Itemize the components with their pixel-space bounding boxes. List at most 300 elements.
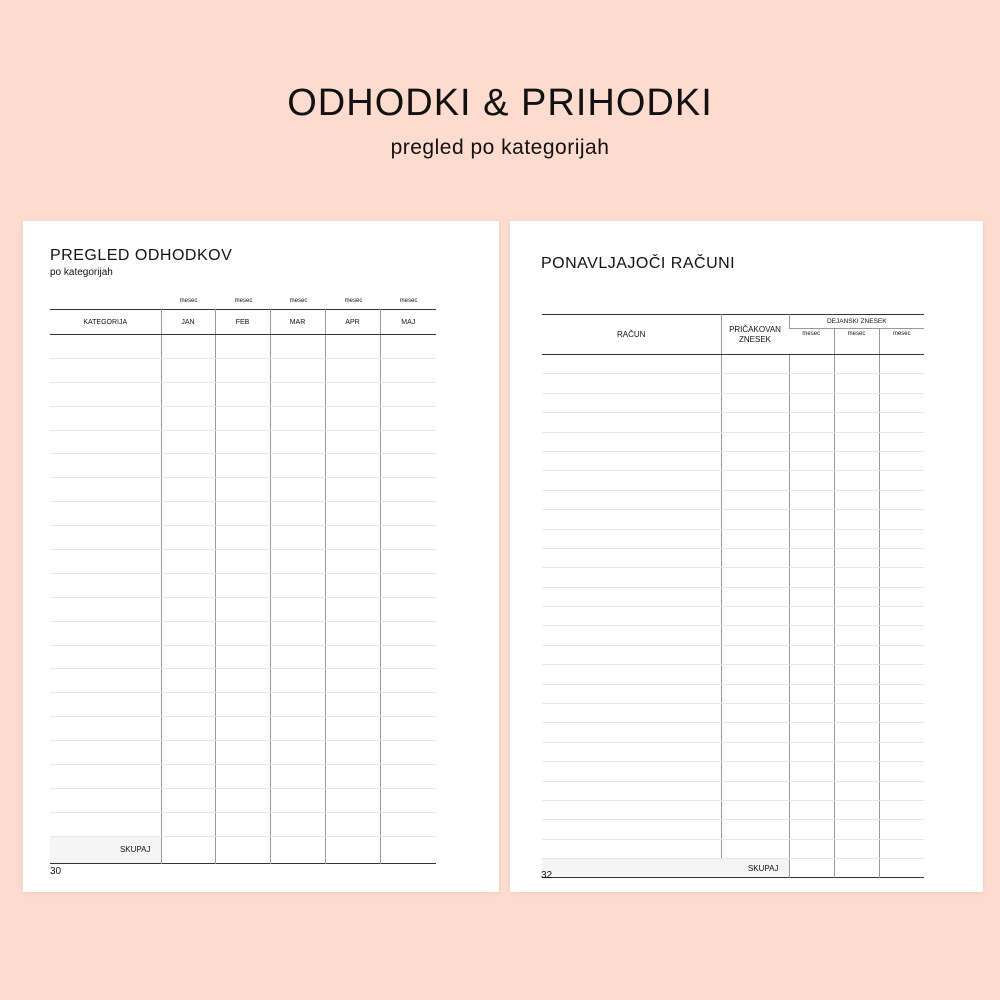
table-cell[interactable] xyxy=(215,741,270,765)
table-cell[interactable] xyxy=(161,693,215,717)
table-cell[interactable] xyxy=(542,762,721,781)
table-cell[interactable] xyxy=(270,526,325,550)
expense-overview-page xyxy=(23,221,499,892)
table-cell[interactable] xyxy=(161,621,215,645)
table-cell[interactable] xyxy=(721,568,789,587)
table-cell[interactable] xyxy=(834,413,879,432)
table-cell[interactable] xyxy=(270,335,325,359)
table-cell[interactable] xyxy=(721,839,789,858)
table-cell[interactable] xyxy=(834,684,879,703)
table-cell[interactable] xyxy=(789,587,834,606)
table-cell[interactable] xyxy=(161,765,215,789)
page-number: 32 xyxy=(541,870,553,881)
table-cell[interactable] xyxy=(325,693,380,717)
table-cell[interactable] xyxy=(721,742,789,761)
table-cell[interactable] xyxy=(215,502,270,526)
table-cell[interactable] xyxy=(834,839,879,858)
table-cell[interactable] xyxy=(721,723,789,742)
table-cell[interactable] xyxy=(789,529,834,548)
table-cell[interactable] xyxy=(270,597,325,621)
table-row xyxy=(542,665,924,684)
table-cell[interactable] xyxy=(879,607,924,626)
table-cell[interactable] xyxy=(325,573,380,597)
table-cell[interactable] xyxy=(270,693,325,717)
table-cell[interactable] xyxy=(721,607,789,626)
table-cell[interactable] xyxy=(161,645,215,669)
table-cell[interactable] xyxy=(50,765,161,789)
table-cell[interactable] xyxy=(50,788,161,812)
table-cell[interactable] xyxy=(834,704,879,723)
table-cell[interactable] xyxy=(834,510,879,529)
table-cell[interactable] xyxy=(161,358,215,382)
table-cell[interactable] xyxy=(50,693,161,717)
table-cell[interactable] xyxy=(721,374,789,393)
table-cell[interactable] xyxy=(380,526,436,550)
table-cell[interactable] xyxy=(161,717,215,741)
table-cell[interactable] xyxy=(789,548,834,567)
table-cell[interactable] xyxy=(161,502,215,526)
table-row xyxy=(50,430,436,454)
table-cell[interactable] xyxy=(834,432,879,451)
table-cell[interactable] xyxy=(879,781,924,800)
table-cell[interactable] xyxy=(721,684,789,703)
table-cell[interactable] xyxy=(721,432,789,451)
table-cell[interactable] xyxy=(380,621,436,645)
table-cell[interactable] xyxy=(325,382,380,406)
total-cell[interactable] xyxy=(879,859,924,878)
total-cell[interactable] xyxy=(834,859,879,878)
table-cell[interactable] xyxy=(721,626,789,645)
table-row xyxy=(542,432,924,451)
table-cell[interactable] xyxy=(325,669,380,693)
table-cell[interactable] xyxy=(542,587,721,606)
table-cell[interactable] xyxy=(161,382,215,406)
table-cell[interactable] xyxy=(542,723,721,742)
table-cell[interactable] xyxy=(721,587,789,606)
table-cell[interactable] xyxy=(215,573,270,597)
table-cell[interactable] xyxy=(834,665,879,684)
table-cell[interactable] xyxy=(834,781,879,800)
page-title: PREGLED ODHODKOV xyxy=(50,247,233,264)
table-cell[interactable] xyxy=(834,607,879,626)
table-cell[interactable] xyxy=(325,358,380,382)
table-cell[interactable] xyxy=(542,548,721,567)
table-row xyxy=(50,526,436,550)
table-cell[interactable] xyxy=(834,374,879,393)
table-cell[interactable] xyxy=(270,669,325,693)
table-cell[interactable] xyxy=(879,645,924,664)
table-cell[interactable] xyxy=(721,781,789,800)
table-cell[interactable] xyxy=(834,529,879,548)
table-cell[interactable] xyxy=(325,597,380,621)
table-cell[interactable] xyxy=(721,529,789,548)
table-cell[interactable] xyxy=(834,742,879,761)
table-row xyxy=(542,568,924,587)
table-cell[interactable] xyxy=(834,355,879,374)
table-cell[interactable] xyxy=(380,788,436,812)
table-cell[interactable] xyxy=(879,529,924,548)
table-cell[interactable] xyxy=(789,704,834,723)
table-cell[interactable] xyxy=(325,406,380,430)
table-cell[interactable] xyxy=(834,587,879,606)
total-cell[interactable] xyxy=(380,836,436,863)
table-cell[interactable] xyxy=(789,510,834,529)
table-cell[interactable] xyxy=(270,717,325,741)
table-cell[interactable] xyxy=(161,597,215,621)
table-cell[interactable] xyxy=(380,430,436,454)
table-cell[interactable] xyxy=(325,645,380,669)
table-cell[interactable] xyxy=(215,478,270,502)
table-cell[interactable] xyxy=(270,812,325,836)
table-cell[interactable] xyxy=(542,742,721,761)
table-cell[interactable] xyxy=(215,526,270,550)
table-cell[interactable] xyxy=(542,451,721,470)
table-cell[interactable] xyxy=(380,382,436,406)
table-cell[interactable] xyxy=(270,621,325,645)
table-cell[interactable] xyxy=(215,335,270,359)
table-cell[interactable] xyxy=(161,454,215,478)
table-row xyxy=(50,741,436,765)
table-cell[interactable] xyxy=(879,839,924,858)
table-cell[interactable] xyxy=(879,374,924,393)
table-cell[interactable] xyxy=(542,820,721,839)
table-cell[interactable] xyxy=(789,607,834,626)
table-cell[interactable] xyxy=(380,335,436,359)
table-cell[interactable] xyxy=(50,741,161,765)
table-cell[interactable] xyxy=(834,451,879,470)
table-cell[interactable] xyxy=(215,765,270,789)
table-cell[interactable] xyxy=(542,413,721,432)
table-cell[interactable] xyxy=(50,645,161,669)
table-cell[interactable] xyxy=(270,478,325,502)
table-cell[interactable] xyxy=(50,358,161,382)
table-cell[interactable] xyxy=(721,645,789,664)
table-cell[interactable] xyxy=(721,800,789,819)
table-cell[interactable] xyxy=(542,839,721,858)
table-cell[interactable] xyxy=(325,335,380,359)
table-row xyxy=(50,335,436,359)
table-cell[interactable] xyxy=(325,502,380,526)
table-row xyxy=(50,621,436,645)
table-cell[interactable] xyxy=(542,568,721,587)
table-cell[interactable] xyxy=(325,454,380,478)
table-cell[interactable] xyxy=(50,526,161,550)
total-cell[interactable] xyxy=(789,859,834,878)
table-cell[interactable] xyxy=(215,550,270,574)
table-cell[interactable] xyxy=(50,335,161,359)
table-cell[interactable] xyxy=(270,406,325,430)
table-cell[interactable] xyxy=(879,471,924,490)
table-cell[interactable] xyxy=(215,669,270,693)
table-cell[interactable] xyxy=(879,548,924,567)
table-cell[interactable] xyxy=(789,723,834,742)
table-cell[interactable] xyxy=(215,406,270,430)
hero-title: ODHODKI & PRIHODKI xyxy=(287,82,713,124)
table-cell[interactable] xyxy=(215,430,270,454)
table-cell[interactable] xyxy=(542,781,721,800)
table-cell[interactable] xyxy=(325,526,380,550)
table-cell[interactable] xyxy=(879,665,924,684)
table-cell[interactable] xyxy=(879,413,924,432)
table-cell[interactable] xyxy=(161,430,215,454)
table-cell[interactable] xyxy=(270,454,325,478)
table-cell[interactable] xyxy=(879,626,924,645)
table-cell[interactable] xyxy=(270,430,325,454)
table-cell[interactable] xyxy=(542,355,721,374)
month-caption-row xyxy=(50,298,436,304)
table-cell[interactable] xyxy=(161,573,215,597)
table-cell[interactable] xyxy=(215,693,270,717)
total-cell[interactable] xyxy=(161,836,215,863)
table-cell[interactable] xyxy=(789,451,834,470)
table-cell[interactable] xyxy=(161,741,215,765)
table-cell[interactable] xyxy=(789,626,834,645)
table-cell[interactable] xyxy=(721,762,789,781)
table-cell[interactable] xyxy=(325,765,380,789)
table-cell[interactable] xyxy=(879,355,924,374)
table-cell[interactable] xyxy=(50,550,161,574)
table-cell[interactable] xyxy=(879,704,924,723)
table-cell[interactable] xyxy=(721,355,789,374)
table-cell[interactable] xyxy=(270,765,325,789)
table-cell[interactable] xyxy=(542,432,721,451)
table-cell[interactable] xyxy=(879,684,924,703)
table-cell[interactable] xyxy=(542,529,721,548)
table-cell[interactable] xyxy=(161,812,215,836)
total-cell[interactable] xyxy=(325,836,380,863)
table-cell[interactable] xyxy=(879,393,924,412)
table-cell[interactable] xyxy=(380,406,436,430)
table-cell[interactable] xyxy=(325,741,380,765)
table-cell[interactable] xyxy=(161,478,215,502)
table-cell[interactable] xyxy=(215,358,270,382)
table-row xyxy=(50,669,436,693)
table-cell[interactable] xyxy=(879,451,924,470)
table-cell[interactable] xyxy=(380,812,436,836)
table-cell[interactable] xyxy=(542,607,721,626)
table-cell[interactable] xyxy=(789,490,834,509)
table-cell[interactable] xyxy=(542,471,721,490)
table-cell[interactable] xyxy=(721,704,789,723)
table-cell[interactable] xyxy=(50,717,161,741)
table-cell[interactable] xyxy=(325,430,380,454)
table-cell[interactable] xyxy=(215,621,270,645)
table-cell[interactable] xyxy=(721,820,789,839)
table-cell[interactable] xyxy=(50,478,161,502)
table-cell[interactable] xyxy=(380,597,436,621)
table-cell[interactable] xyxy=(879,800,924,819)
table-row xyxy=(50,765,436,789)
expense-table xyxy=(50,309,436,864)
table-cell[interactable] xyxy=(879,587,924,606)
table-cell[interactable] xyxy=(50,454,161,478)
table-cell[interactable] xyxy=(380,550,436,574)
table-cell[interactable] xyxy=(50,669,161,693)
total-cell[interactable] xyxy=(270,836,325,863)
table-cell[interactable] xyxy=(789,374,834,393)
table-cell[interactable] xyxy=(834,548,879,567)
table-cell[interactable] xyxy=(879,568,924,587)
table-cell[interactable] xyxy=(789,568,834,587)
table-row xyxy=(50,717,436,741)
table-cell[interactable] xyxy=(50,430,161,454)
table-cell[interactable] xyxy=(879,490,924,509)
month-caption: mesec xyxy=(399,298,418,304)
table-row xyxy=(542,704,924,723)
table-cell[interactable] xyxy=(834,645,879,664)
table-cell[interactable] xyxy=(380,454,436,478)
table-row xyxy=(542,607,924,626)
table-cell[interactable] xyxy=(215,454,270,478)
table-cell[interactable] xyxy=(721,510,789,529)
table-cell[interactable] xyxy=(50,382,161,406)
table-cell[interactable] xyxy=(834,568,879,587)
table-cell[interactable] xyxy=(50,502,161,526)
table-cell[interactable] xyxy=(834,762,879,781)
table-cell[interactable] xyxy=(879,432,924,451)
table-cell[interactable] xyxy=(215,597,270,621)
table-cell[interactable] xyxy=(215,812,270,836)
table-row xyxy=(50,812,436,836)
table-cell[interactable] xyxy=(542,684,721,703)
table-cell[interactable] xyxy=(542,704,721,723)
table-cell[interactable] xyxy=(215,788,270,812)
table-cell[interactable] xyxy=(834,723,879,742)
table-cell[interactable] xyxy=(542,510,721,529)
table-cell[interactable] xyxy=(542,645,721,664)
table-cell[interactable] xyxy=(789,762,834,781)
table-cell[interactable] xyxy=(380,573,436,597)
table-cell[interactable] xyxy=(834,800,879,819)
table-cell[interactable] xyxy=(789,684,834,703)
column-group-actual: DEJANSKI ZNESEK xyxy=(789,315,924,329)
table-cell[interactable] xyxy=(542,626,721,645)
table-cell[interactable] xyxy=(50,406,161,430)
table-cell[interactable] xyxy=(215,645,270,669)
column-header-feb: FEB xyxy=(215,310,270,335)
table-cell[interactable] xyxy=(270,382,325,406)
table-cell[interactable] xyxy=(834,626,879,645)
recurring-bills-page xyxy=(510,221,983,892)
table-cell[interactable] xyxy=(270,573,325,597)
table-cell[interactable] xyxy=(834,393,879,412)
table-cell[interactable] xyxy=(879,510,924,529)
table-cell[interactable] xyxy=(789,781,834,800)
table-cell[interactable] xyxy=(380,741,436,765)
table-cell[interactable] xyxy=(834,471,879,490)
table-cell[interactable] xyxy=(380,693,436,717)
table-cell[interactable] xyxy=(380,358,436,382)
table-cell[interactable] xyxy=(542,490,721,509)
table-cell[interactable] xyxy=(380,645,436,669)
table-cell[interactable] xyxy=(270,741,325,765)
table-cell[interactable] xyxy=(380,765,436,789)
table-cell[interactable] xyxy=(161,788,215,812)
table-cell[interactable] xyxy=(789,355,834,374)
table-cell[interactable] xyxy=(325,621,380,645)
table-cell[interactable] xyxy=(161,335,215,359)
table-cell[interactable] xyxy=(270,358,325,382)
table-cell[interactable] xyxy=(50,573,161,597)
table-cell[interactable] xyxy=(879,742,924,761)
table-cell[interactable] xyxy=(721,393,789,412)
total-label: SKUPAJ xyxy=(542,859,789,878)
table-cell[interactable] xyxy=(834,820,879,839)
table-cell[interactable] xyxy=(789,820,834,839)
table-cell[interactable] xyxy=(721,471,789,490)
table-cell[interactable] xyxy=(542,374,721,393)
table-cell[interactable] xyxy=(789,665,834,684)
table-cell[interactable] xyxy=(270,550,325,574)
table-cell[interactable] xyxy=(879,820,924,839)
table-cell[interactable] xyxy=(50,621,161,645)
table-cell[interactable] xyxy=(270,645,325,669)
table-cell[interactable] xyxy=(325,550,380,574)
table-row xyxy=(542,626,924,645)
table-cell[interactable] xyxy=(721,490,789,509)
table-cell[interactable] xyxy=(834,490,879,509)
table-cell[interactable] xyxy=(270,502,325,526)
table-cell[interactable] xyxy=(270,788,325,812)
table-cell[interactable] xyxy=(215,717,270,741)
table-cell[interactable] xyxy=(789,742,834,761)
table-cell[interactable] xyxy=(789,839,834,858)
table-cell[interactable] xyxy=(161,406,215,430)
table-row xyxy=(50,788,436,812)
table-cell[interactable] xyxy=(542,393,721,412)
table-cell[interactable] xyxy=(380,502,436,526)
table-cell[interactable] xyxy=(879,723,924,742)
table-cell[interactable] xyxy=(721,413,789,432)
table-cell[interactable] xyxy=(325,812,380,836)
table-row xyxy=(50,550,436,574)
table-cell[interactable] xyxy=(161,526,215,550)
table-cell[interactable] xyxy=(380,669,436,693)
table-cell[interactable] xyxy=(325,717,380,741)
table-cell[interactable] xyxy=(721,665,789,684)
table-cell[interactable] xyxy=(325,478,380,502)
total-row xyxy=(542,859,924,878)
table-cell[interactable] xyxy=(789,413,834,432)
table-cell[interactable] xyxy=(161,669,215,693)
table-cell[interactable] xyxy=(789,645,834,664)
table-cell[interactable] xyxy=(325,788,380,812)
table-cell[interactable] xyxy=(542,800,721,819)
table-cell[interactable] xyxy=(542,665,721,684)
table-cell[interactable] xyxy=(380,717,436,741)
table-cell[interactable] xyxy=(721,451,789,470)
total-cell[interactable] xyxy=(215,836,270,863)
table-row xyxy=(542,820,924,839)
table-cell[interactable] xyxy=(789,800,834,819)
table-row xyxy=(542,355,924,374)
table-cell[interactable] xyxy=(721,548,789,567)
table-cell[interactable] xyxy=(789,471,834,490)
column-header-category: KATEGORIJA xyxy=(50,310,161,335)
table-row xyxy=(542,510,924,529)
table-cell[interactable] xyxy=(215,382,270,406)
table-cell[interactable] xyxy=(161,550,215,574)
table-cell[interactable] xyxy=(50,597,161,621)
table-cell[interactable] xyxy=(879,762,924,781)
table-cell[interactable] xyxy=(50,812,161,836)
total-row xyxy=(50,836,436,863)
table-row xyxy=(542,529,924,548)
month-caption: mesec xyxy=(234,298,253,304)
table-cell[interactable] xyxy=(789,393,834,412)
table-cell[interactable] xyxy=(380,478,436,502)
table-cell[interactable] xyxy=(789,432,834,451)
